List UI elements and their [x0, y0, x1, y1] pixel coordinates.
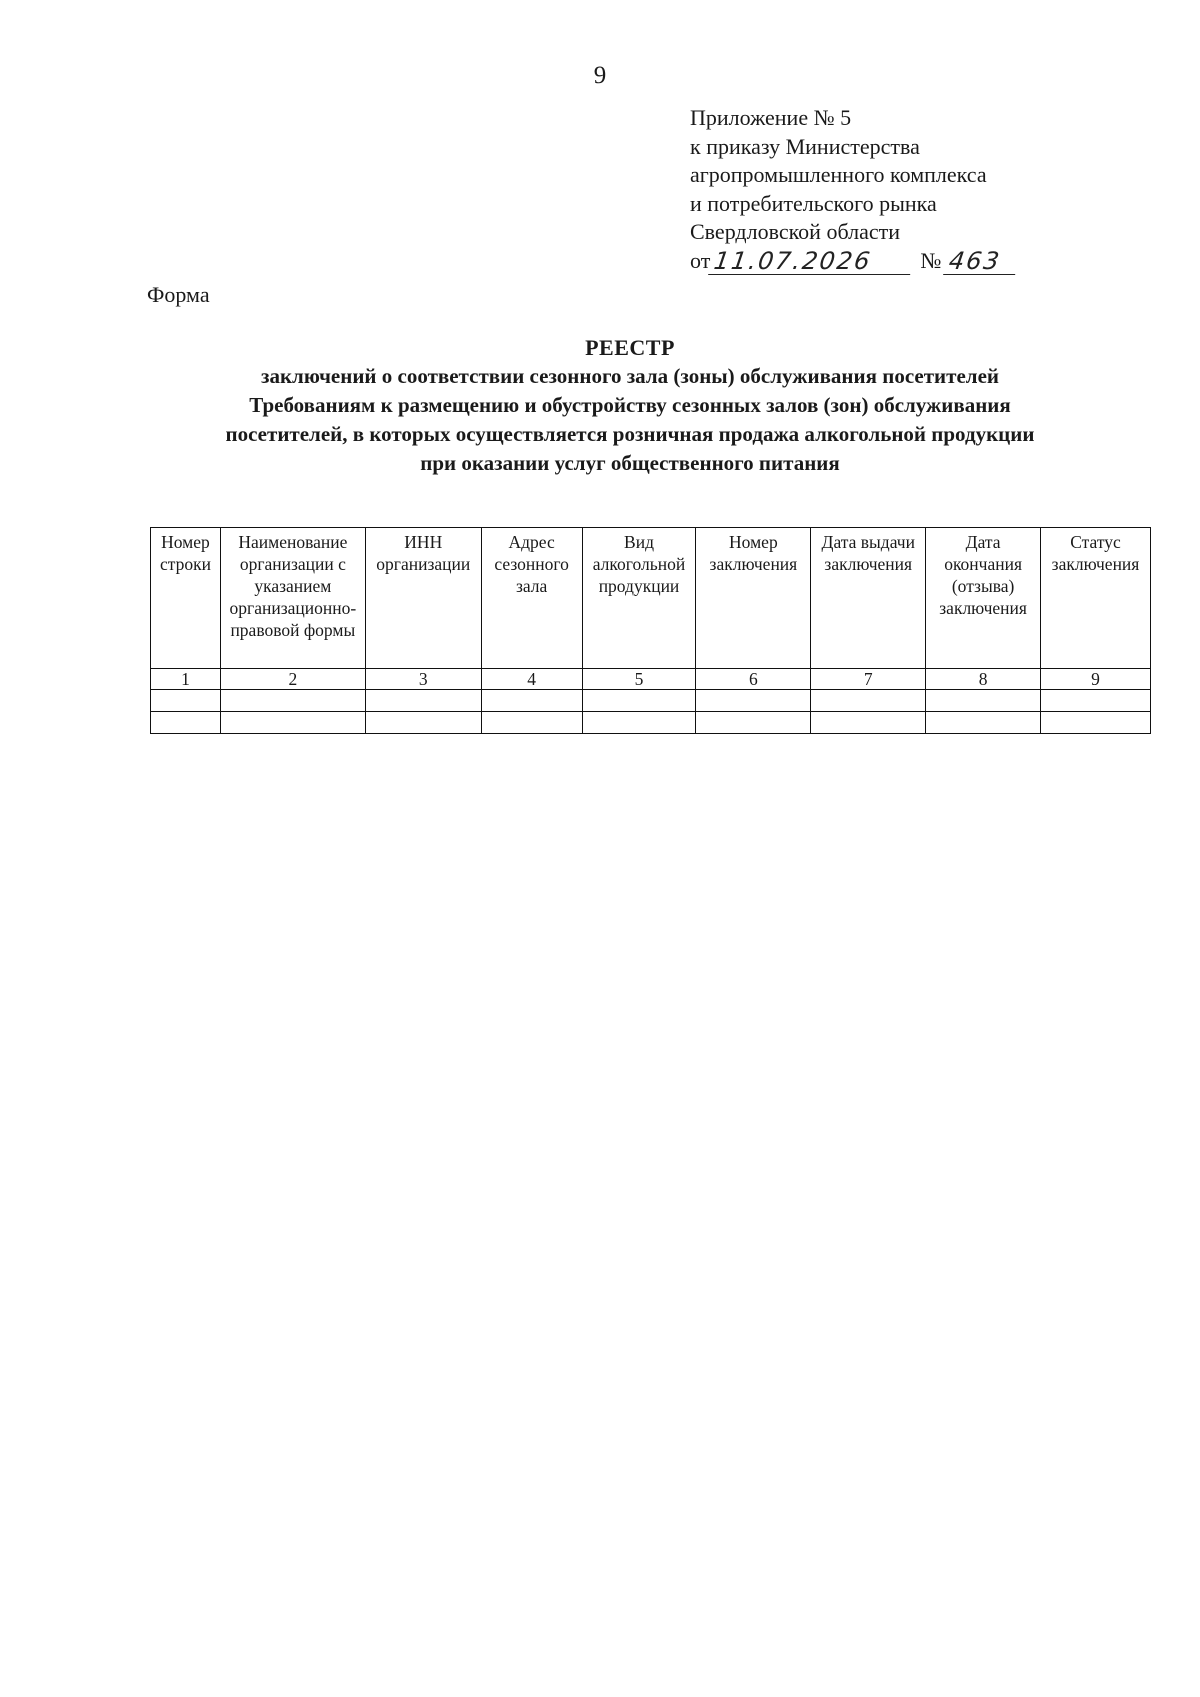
appendix-block: [690, 104, 1017, 275]
column-number-cell: 7: [811, 669, 926, 690]
title-heading: РЕЕСТР: [585, 335, 675, 360]
title-line: посетителей, в которых осуществляется розничная продажа алкогольной продукции: [225, 422, 1035, 446]
form-label: Форма: [147, 282, 210, 307]
column-number-cell: 6: [696, 669, 811, 690]
header-cell: Номер строки: [151, 528, 221, 669]
handwritten-date: 11.07.2026: [708, 248, 914, 275]
header-cell: Вид алкогольной продукции: [582, 528, 696, 669]
empty-cell: [696, 712, 811, 734]
column-number-cell: 4: [481, 669, 582, 690]
empty-cell: [926, 690, 1041, 712]
empty-cell: [365, 712, 481, 734]
empty-cell: [926, 712, 1041, 734]
empty-cell: [811, 712, 926, 734]
handwritten-number: 463: [943, 248, 1019, 275]
table-row: [151, 690, 1151, 712]
header-cell: ИНН организации: [365, 528, 481, 669]
empty-cell: [151, 690, 221, 712]
empty-cell: [151, 712, 221, 734]
column-number-cell: 9: [1041, 669, 1151, 690]
page-number: 9: [593, 62, 607, 89]
title-line: Требованиям к размещению и обустройству сезонных залов (зон) обслуживания: [249, 393, 1011, 417]
column-number-row: [151, 669, 1151, 690]
header-cell: Дата выдачи заключения: [811, 528, 926, 669]
header-cell: Дата окончания (отзыва) заключения: [926, 528, 1041, 669]
column-number-cell: 2: [220, 669, 365, 690]
header-cell: Наименование организации с указанием организационно-правовой формы: [220, 528, 365, 669]
empty-cell: [220, 712, 365, 734]
header-cell: Статус заключения: [1041, 528, 1151, 669]
empty-cell: [220, 690, 365, 712]
document-title: [150, 333, 1110, 478]
appendix-line: агропромышленного комплекса: [690, 162, 987, 187]
appendix-line: Приложение № 5: [690, 105, 852, 130]
header-cell: Адрес сезонного зала: [481, 528, 582, 669]
empty-cell: [1041, 690, 1151, 712]
empty-cell: [696, 690, 811, 712]
table-row: [151, 712, 1151, 734]
empty-cell: [481, 712, 582, 734]
number-label: №: [920, 247, 942, 273]
column-number-cell: 3: [365, 669, 481, 690]
empty-cell: [582, 712, 696, 734]
appendix-line: Свердловской области: [690, 219, 900, 244]
header-row: [151, 528, 1151, 669]
empty-cell: [1041, 712, 1151, 734]
appendix-line: к приказу Министерства: [690, 133, 920, 159]
empty-cell: [811, 690, 926, 712]
order-date-number-line: [690, 247, 1017, 276]
column-number-cell: 8: [926, 669, 1041, 690]
title-line: заключений о соответствии сезонного зала (зоны) обслуживания посетителей: [261, 364, 999, 388]
registry-table: [150, 527, 1151, 734]
appendix-line: и потребительского рынка: [690, 190, 937, 216]
date-prefix: от: [690, 247, 711, 273]
column-number-cell: 1: [151, 669, 221, 690]
title-line: при оказании услуг общественного питания: [420, 451, 840, 475]
empty-cell: [481, 690, 582, 712]
empty-cell: [582, 690, 696, 712]
empty-cell: [365, 690, 481, 712]
column-number-cell: 5: [582, 669, 696, 690]
header-cell: Номер заключения: [696, 528, 811, 669]
